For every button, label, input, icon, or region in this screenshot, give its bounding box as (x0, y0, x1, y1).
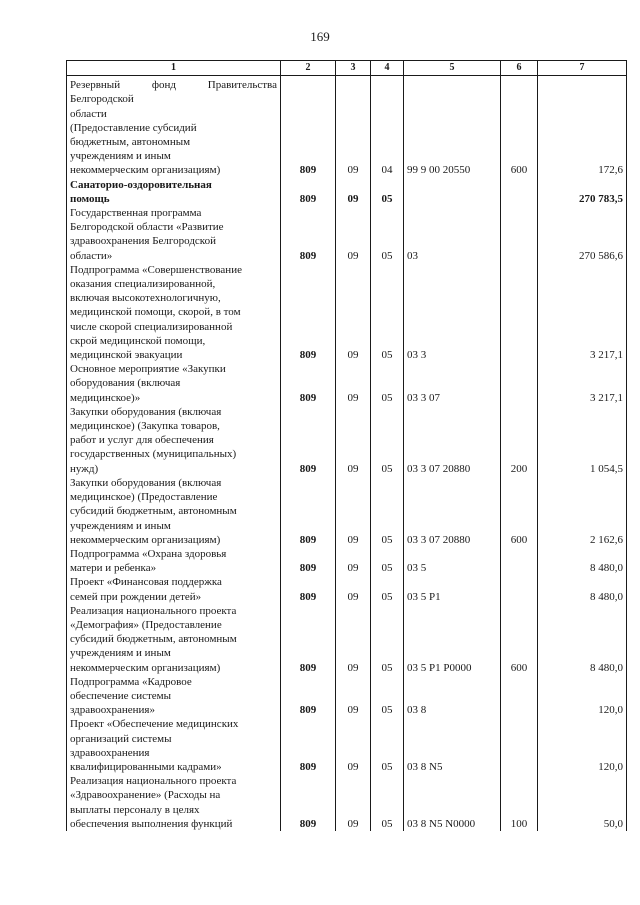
ministry-code: 809 (281, 476, 336, 547)
ministry-code: 809 (281, 774, 336, 831)
column-header: 3 (336, 61, 371, 76)
description-line: Реализация национального проекта (70, 604, 237, 617)
description-line: Основное мероприятие «Закупки (70, 363, 226, 376)
section-code: 09 (336, 476, 371, 547)
table-row (67, 206, 627, 263)
ministry-code: 809 (281, 362, 336, 405)
description-line: учреждениям и иным (70, 519, 171, 532)
expense-type-code: 100 (501, 774, 538, 831)
column-header: 4 (371, 61, 404, 76)
expense-type-code (501, 178, 538, 206)
target-article-code: 03 8 N5 (404, 717, 501, 774)
target-article-code: 03 3 07 (404, 362, 501, 405)
description-line: Санаторио-оздоровительная (70, 178, 212, 191)
table-row (67, 717, 627, 774)
subsection-code: 05 (371, 675, 404, 718)
description-line: «Здравоохранение» (Расходы на (70, 789, 221, 802)
description-line: семей при рождении детей» (70, 590, 202, 603)
section-code: 09 (336, 405, 371, 476)
ministry-code: 809 (281, 547, 336, 575)
description-line: Подпрограмма «Охрана здоровья (70, 547, 227, 560)
subsection-code: 05 (371, 178, 404, 206)
row-description (67, 362, 281, 405)
target-article-code: 03 5 (404, 547, 501, 575)
amount: 270 586,6 (538, 206, 627, 263)
amount: 8 480,0 (538, 604, 627, 675)
description-line: выплаты персоналу в целях (70, 803, 200, 816)
column-header: 7 (538, 61, 627, 76)
subsection-code: 05 (371, 774, 404, 831)
target-article-code: 03 8 N5 N0000 (404, 774, 501, 831)
description-line: учреждениям и иным (70, 150, 171, 163)
description-line: Белгородской области «Развитие (70, 221, 224, 234)
row-description (67, 717, 281, 774)
row-description (67, 178, 281, 206)
subsection-code: 05 (371, 575, 404, 603)
column-header: 6 (501, 61, 538, 76)
section-code: 09 (336, 717, 371, 774)
column-header: 2 (281, 61, 336, 76)
target-article-code (404, 178, 501, 206)
section-code: 09 (336, 263, 371, 362)
row-description (67, 263, 281, 362)
amount: 120,0 (538, 675, 627, 718)
expense-type-code (501, 717, 538, 774)
ministry-code: 809 (281, 575, 336, 603)
description-line: «Демография» (Предоставление (70, 618, 222, 631)
amount: 2 162,6 (538, 476, 627, 547)
ministry-code: 809 (281, 405, 336, 476)
budget-table (66, 60, 627, 831)
target-article-code: 03 3 07 20880 (404, 476, 501, 547)
row-description (67, 774, 281, 831)
page-number: 169 (310, 29, 330, 44)
description-line: Закупки оборудования (включая (70, 476, 222, 489)
target-article-code: 03 (404, 206, 501, 263)
table-header-row (67, 61, 627, 76)
description-line: субсидий бюджетным, автономным (70, 633, 237, 646)
description-line: Закупки оборудования (включая (70, 405, 222, 418)
expense-type-code (501, 547, 538, 575)
expense-type-code: 600 (501, 76, 538, 178)
row-description (67, 604, 281, 675)
description-line: помощь (70, 192, 110, 205)
description-line: здравоохранения (70, 746, 150, 759)
expense-type-code (501, 362, 538, 405)
description-line: организаций системы (70, 732, 172, 745)
description-line: здравоохранения Белгородской (70, 235, 216, 248)
table-row (67, 362, 627, 405)
row-description (67, 76, 281, 178)
ministry-code: 809 (281, 604, 336, 675)
table-row (67, 547, 627, 575)
row-description (67, 547, 281, 575)
description-line: области» (70, 249, 113, 262)
description-line: некоммерческим организациям) (70, 533, 221, 546)
ministry-code: 809 (281, 178, 336, 206)
section-code: 09 (336, 575, 371, 603)
subsection-code: 05 (371, 263, 404, 362)
subsection-code: 05 (371, 547, 404, 575)
target-article-code: 03 3 (404, 263, 501, 362)
description-line: некоммерческим организациям) (70, 661, 221, 674)
table-row (67, 178, 627, 206)
row-description (67, 675, 281, 718)
row-description (67, 405, 281, 476)
description-line: медицинское) (Закупка товаров, (70, 420, 220, 433)
description-line: государственных (муниципальных) (70, 448, 237, 461)
subsection-code: 05 (371, 717, 404, 774)
subsection-code: 05 (371, 476, 404, 547)
table-row (67, 405, 627, 476)
section-code: 09 (336, 547, 371, 575)
section-code: 09 (336, 76, 371, 178)
table-row (67, 774, 627, 831)
description-line: обеспечения выполнения функций (70, 817, 233, 830)
description-line: медицинской эвакуации (70, 349, 183, 362)
subsection-code: 05 (371, 206, 404, 263)
description-line: здравоохранения» (70, 704, 155, 717)
target-article-code: 99 9 00 20550 (404, 76, 501, 178)
description-line: оказания специализированной, (70, 278, 216, 291)
amount: 172,6 (538, 76, 627, 178)
description-line: некоммерческим организациям) (70, 164, 221, 177)
description-line: скрой медицинской помощи, (70, 334, 206, 347)
description-line: Проект «Финансовая поддержка (70, 576, 222, 589)
subsection-code: 05 (371, 405, 404, 476)
section-code: 09 (336, 362, 371, 405)
description-line: медицинское)» (70, 391, 141, 404)
expense-type-code (501, 206, 538, 263)
section-code: 09 (336, 675, 371, 718)
column-header: 5 (404, 61, 501, 76)
expense-type-code (501, 675, 538, 718)
description-line: Резервный фонд Правительства Белгородской (70, 79, 277, 106)
table-row (67, 675, 627, 718)
description-line: субсидий бюджетным, автономным (70, 505, 237, 518)
amount: 50,0 (538, 774, 627, 831)
row-description (67, 575, 281, 603)
table-row (67, 263, 627, 362)
table-row (67, 604, 627, 675)
amount: 3 217,1 (538, 263, 627, 362)
ministry-code: 809 (281, 717, 336, 774)
section-code: 09 (336, 774, 371, 831)
row-description (67, 206, 281, 263)
description-line: медицинское) (Предоставление (70, 491, 218, 504)
expense-type-code (501, 575, 538, 603)
section-code: 09 (336, 178, 371, 206)
description-line: Проект «Обеспечение медицинских (70, 718, 239, 731)
amount: 270 783,5 (538, 178, 627, 206)
column-header: 1 (67, 61, 281, 76)
subsection-code: 04 (371, 76, 404, 178)
ministry-code: 809 (281, 263, 336, 362)
description-line: (Предоставление субсидий (70, 121, 197, 134)
description-line: Государственная программа (70, 207, 202, 220)
expense-type-code: 600 (501, 604, 538, 675)
amount: 1 054,5 (538, 405, 627, 476)
description-line: области (70, 107, 107, 120)
description-line: Реализация национального проекта (70, 775, 237, 788)
expense-type-code: 600 (501, 476, 538, 547)
description-line: обеспечение системы (70, 689, 171, 702)
table-row (67, 575, 627, 603)
amount: 8 480,0 (538, 547, 627, 575)
expense-type-code (501, 263, 538, 362)
table-row (67, 476, 627, 547)
description-line: числе скорой специализированной (70, 320, 233, 333)
target-article-code: 03 5 P1 P0000 (404, 604, 501, 675)
section-code: 09 (336, 206, 371, 263)
amount: 120,0 (538, 717, 627, 774)
description-line: Подпрограмма «Совершенствование (70, 263, 242, 276)
description-line: учреждениям и иным (70, 647, 171, 660)
table-row (67, 76, 627, 178)
ministry-code: 809 (281, 76, 336, 178)
description-line: матери и ребенка» (70, 562, 157, 575)
description-line: Подпрограмма «Кадровое (70, 675, 192, 688)
subsection-code: 05 (371, 604, 404, 675)
description-line: квалифицированными кадрами» (70, 760, 222, 773)
description-line: работ и услуг для обеспечения (70, 434, 214, 447)
description-line: медицинской помощи, скорой, в том (70, 306, 241, 319)
description-line: бюджетным, автономным (70, 136, 191, 149)
description-line: оборудования (включая (70, 377, 181, 390)
subsection-code: 05 (371, 362, 404, 405)
section-code: 09 (336, 604, 371, 675)
target-article-code: 03 8 (404, 675, 501, 718)
ministry-code: 809 (281, 206, 336, 263)
expense-type-code: 200 (501, 405, 538, 476)
target-article-code: 03 3 07 20880 (404, 405, 501, 476)
description-line: включая высокотехнологичную, (70, 292, 221, 305)
ministry-code: 809 (281, 675, 336, 718)
row-description (67, 476, 281, 547)
table-body (67, 76, 627, 831)
target-article-code: 03 5 P1 (404, 575, 501, 603)
amount: 8 480,0 (538, 575, 627, 603)
amount: 3 217,1 (538, 362, 627, 405)
description-line: нужд) (70, 462, 99, 475)
